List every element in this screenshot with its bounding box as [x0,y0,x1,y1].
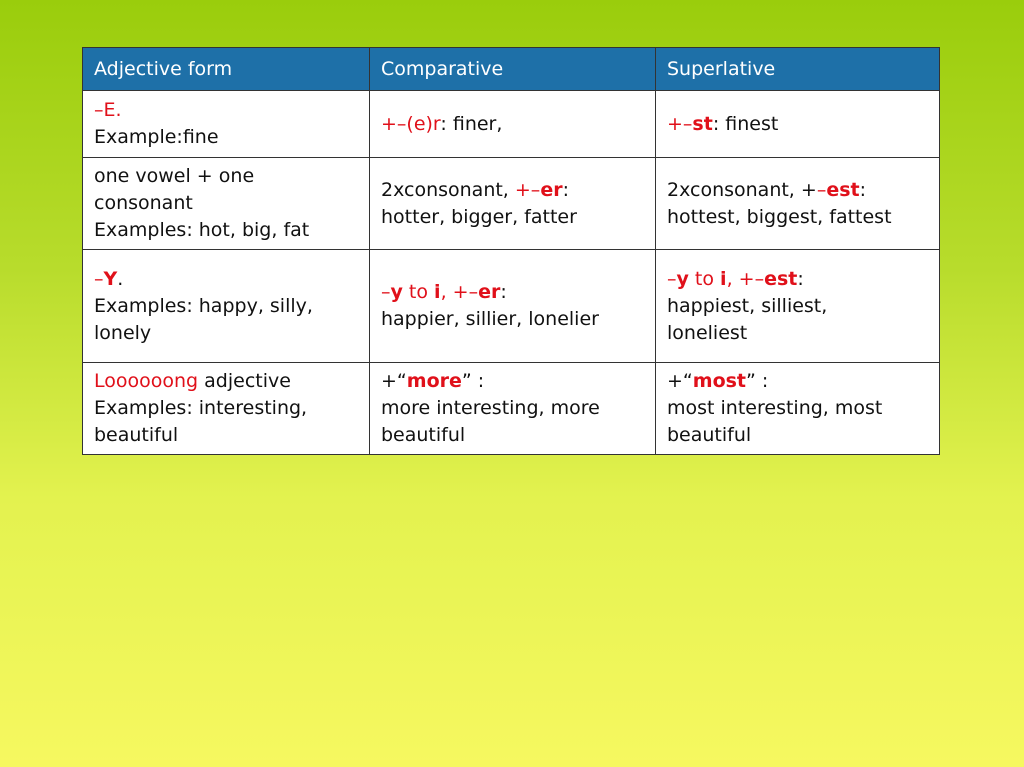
cell-comparative [370,158,656,250]
text-segment: y [390,281,403,303]
table-row [83,363,940,455]
text-segment: Examples: hot, big, fat [94,219,310,241]
cell-line [94,163,358,190]
cell-line [381,306,644,333]
cell-line [667,266,928,293]
table-row [83,91,940,158]
text-segment: +– [667,112,693,135]
table-row [83,250,940,363]
text-segment: most interesting, most [667,397,883,419]
cell-line [381,368,644,395]
text-segment: hottest, biggest, fattest [667,205,892,228]
text-segment: most [692,370,747,392]
cell-comparative [370,363,656,455]
text-segment: beautiful [381,424,466,446]
text-segment: more interesting, more [381,397,600,419]
cell-line [94,293,358,320]
cell-line [381,422,644,449]
cell-line [667,111,928,138]
text-segment: ” : [461,370,485,392]
cell-line [667,368,928,395]
cell-form [83,363,370,455]
text-segment: Loooooong [94,370,199,392]
cell-line [381,111,644,138]
table-header-row [83,48,940,91]
cell-form [83,250,370,363]
text-segment: y [676,267,689,290]
cell-superlative [656,363,940,455]
text-segment: er [478,281,501,303]
cell-line [94,422,358,449]
cell-line [667,177,928,204]
cell-superlative [656,250,940,363]
cell-line [381,279,644,306]
text-segment: happier, sillier, lonelier [381,308,599,330]
header-adjective-form: Adjective form [83,48,370,91]
text-segment: beautiful [94,424,179,446]
text-segment: happiest, silliest, [667,294,828,317]
text-segment: Example:fine [94,126,219,148]
header-superlative: Superlative [656,48,940,91]
cell-form [83,91,370,158]
text-segment: 2xconsonant, [381,178,515,201]
text-segment: Examples: happy, silly, [94,294,313,317]
cell-line [94,190,358,217]
text-segment: hotter, bigger, fatter [381,205,577,228]
text-segment: +– [452,281,479,303]
cell-superlative [656,91,940,158]
text-segment: +– [514,178,541,201]
text-segment: : [562,178,569,201]
cell-line [381,204,644,231]
text-segment: . [117,267,124,290]
adjective-comparison-table [82,47,940,455]
text-segment: +“ [381,370,407,392]
cell-line [94,217,358,244]
text-segment: adjective [198,370,291,392]
text-segment: to [402,281,435,303]
text-segment: –E. [94,99,122,121]
cell-form [83,158,370,250]
text-segment: i [720,267,727,290]
text-segment: – [94,267,104,290]
cell-line [381,395,644,422]
cell-line [94,395,358,422]
cell-line [667,422,928,449]
text-segment: more [406,370,462,392]
cell-line [94,266,358,293]
text-segment: : [859,178,866,201]
text-segment: 2xconsonant, + [667,178,817,201]
cell-line [94,368,358,395]
cell-line [94,124,358,151]
text-segment: est [826,178,860,201]
text-segment: , [440,281,453,303]
text-segment: beautiful [667,424,752,446]
text-segment: lonely [94,321,152,344]
cell-comparative [370,250,656,363]
text-segment: +– [738,267,765,290]
text-segment: Examples: interesting, [94,397,308,419]
text-segment: : [500,281,507,303]
cell-line [667,320,928,347]
text-segment: est [764,267,798,290]
text-segment: ” : [746,370,769,392]
text-segment: loneliest [667,321,748,344]
text-segment: consonant [94,192,193,214]
cell-line [667,395,928,422]
header-comparative: Comparative [370,48,656,91]
cell-superlative [656,158,940,250]
cell-line [94,97,358,124]
text-segment: to [688,267,721,290]
text-segment: +“ [667,370,693,392]
text-segment: – [667,267,677,290]
text-segment: : finer, [440,112,503,135]
cell-line [381,177,644,204]
text-segment: er [540,178,563,201]
text-segment: Y [103,267,118,290]
text-segment: – [381,281,391,303]
cell-line [667,204,928,231]
text-segment: one vowel + one [94,165,255,187]
cell-line [94,320,358,347]
cell-comparative [370,91,656,158]
text-segment: : [797,267,804,290]
text-segment: i [434,281,441,303]
table-row [83,158,940,250]
text-segment: : finest [712,112,779,135]
cell-line [667,293,928,320]
text-segment: – [816,178,827,201]
text-segment: +–(e)r [381,112,441,135]
text-segment: st [692,112,713,135]
text-segment: , [726,267,739,290]
